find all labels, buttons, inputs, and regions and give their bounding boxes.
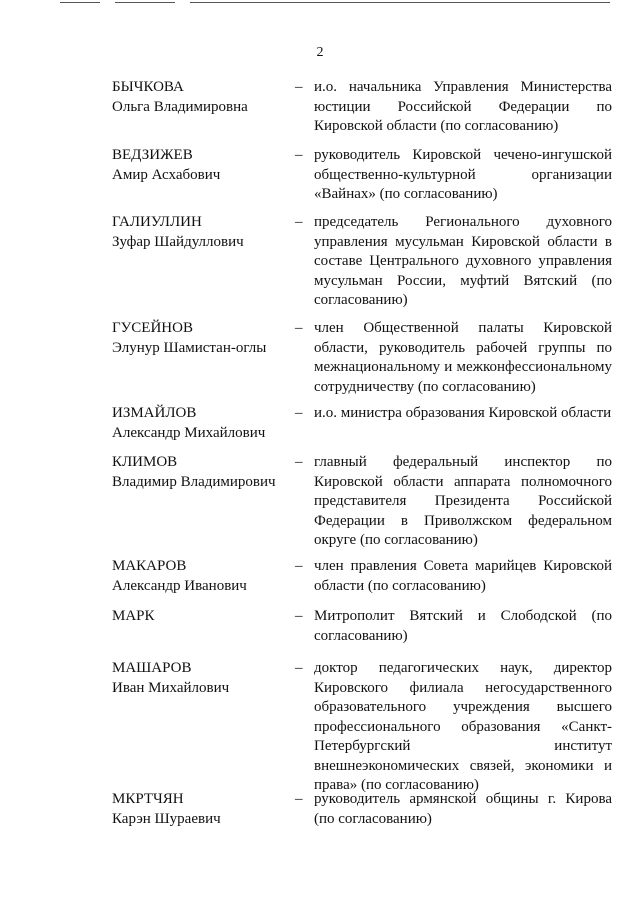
- position-description: руководитель Кировской чечено-ингушской общественно-культурной организации «Вайнах» (по согласованию): [314, 147, 612, 202]
- position-description: доктор педагогических наук, директор Кировского филиала негосударственного образовательного учреждения высшего профессионального образования «Санкт-Петербургский институт внешнеэкономических связей, экономики и права» (по согласованию): [314, 660, 612, 793]
- member-name: [112, 453, 292, 492]
- position-description: Митрополит Вятский и Слободской (по согласованию): [314, 608, 612, 644]
- member-name: [112, 557, 292, 596]
- dash: –: [295, 320, 303, 336]
- dash: –: [295, 558, 303, 574]
- surname: КЛИМОВ: [112, 454, 178, 470]
- position-description: и.о. начальника Управления Министерства юстиции Российской Федерации по Кировской области (по согласованию): [314, 79, 612, 134]
- dash: –: [295, 147, 303, 163]
- member-name: [112, 607, 292, 627]
- dash: –: [295, 608, 303, 624]
- member-name: [112, 404, 292, 443]
- surname: БЫЧКОВА: [112, 79, 184, 95]
- surname: МАКАРОВ: [112, 558, 187, 574]
- scan-artifact: [60, 2, 100, 3]
- scan-artifact: [190, 2, 610, 3]
- member-name: [112, 78, 292, 117]
- surname: МАШАРОВ: [112, 660, 192, 676]
- position-description: член Общественной палаты Кировской области, руководитель рабочей группы по межнациональному и межконфессиональному сотрудничеству (по согласованию): [314, 320, 612, 395]
- page-number: 2: [316, 45, 324, 60]
- surname: ГУСЕЙНОВ: [112, 320, 193, 336]
- dash: –: [295, 79, 303, 95]
- position-description: и.о. министра образования Кировской области: [314, 405, 612, 421]
- surname: ИЗМАЙЛОВ: [112, 405, 197, 421]
- surname: ГАЛИУЛЛИН: [112, 214, 202, 230]
- given-name: Александр Иванович: [112, 577, 247, 594]
- member-name: [112, 146, 292, 185]
- surname: МАРК: [112, 608, 155, 624]
- position-description: член правления Совета марийцев Кировской области (по согласованию): [314, 558, 612, 594]
- surname: ВЕДЗИЖЕВ: [112, 147, 193, 163]
- position-description: председатель Регионального духовного управления мусульман Кировской области в составе Центрального духовного управления мусульман России, муфтий Вятский (по согласованию): [314, 214, 612, 308]
- position-description: руководитель армянской общины г. Кирова (по согласованию): [314, 791, 612, 827]
- given-name: Иван Михайлович: [112, 679, 230, 696]
- scan-top-edge: [0, 0, 640, 6]
- dash: –: [295, 660, 303, 676]
- given-name: Элунур Шамистан-оглы: [112, 339, 267, 356]
- member-name: [112, 213, 292, 252]
- given-name: Ольга Владимировна: [112, 98, 248, 115]
- member-name: [112, 790, 292, 829]
- member-name: [112, 319, 292, 358]
- dash: –: [295, 791, 303, 807]
- dash: –: [295, 214, 303, 230]
- given-name: Зуфар Шайдуллович: [112, 233, 244, 250]
- scan-artifact: [115, 2, 175, 3]
- dash: –: [295, 454, 303, 470]
- given-name: Александр Михайлович: [112, 424, 266, 441]
- given-name: Владимир Владимирович: [112, 473, 276, 490]
- surname: МКРТЧЯН: [112, 791, 184, 807]
- given-name: Амир Асхабович: [112, 166, 221, 183]
- position-description: главный федеральный инспектор по Кировской области аппарата полномочного представителя Президента Российской Федерации в Приволжском федеральном округе (по согласованию): [314, 454, 612, 548]
- given-name: Карэн Шураевич: [112, 810, 221, 827]
- member-name: [112, 659, 292, 698]
- dash: –: [295, 405, 303, 421]
